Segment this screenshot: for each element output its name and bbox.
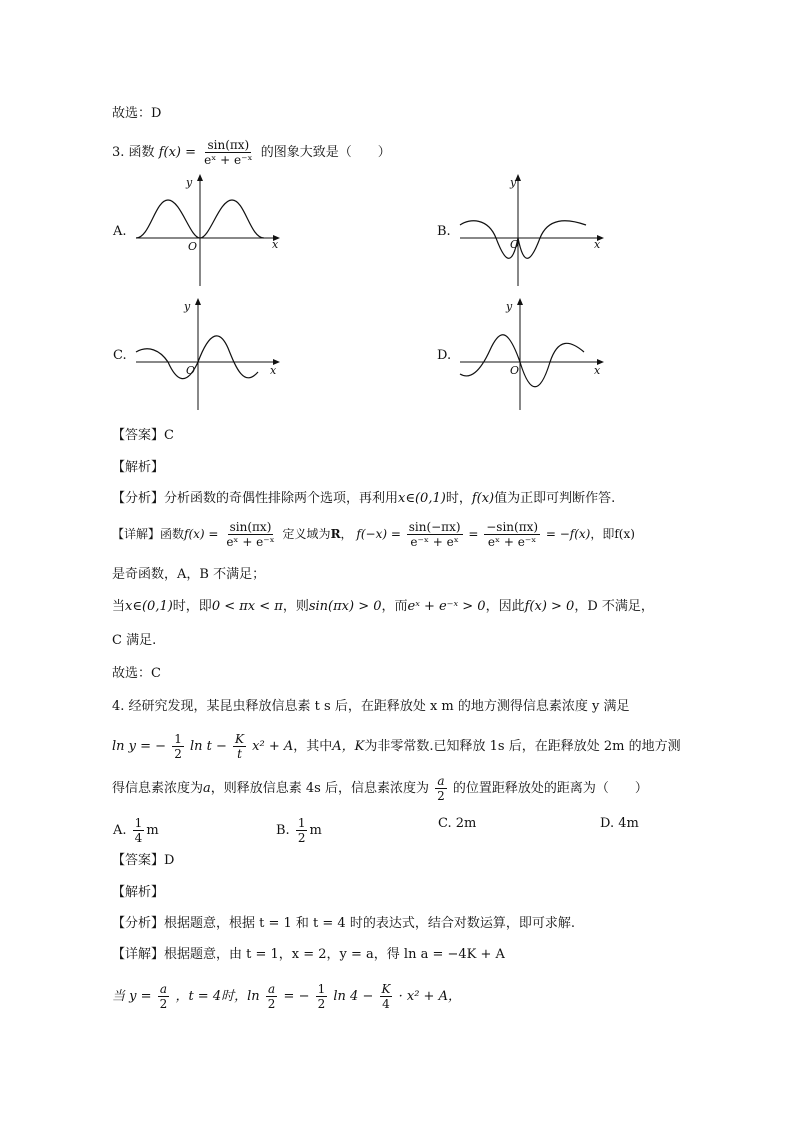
q3-detail-line4: C 满足. [112,633,157,648]
q2-conclusion: 故选：D [112,106,162,121]
graph-b-axes [460,174,604,286]
q3-conclusion: 故选：C [112,666,161,681]
q3-answer: 【答案】C [112,428,174,443]
q3-detail-line1: 【详解】函数f(x) = $\frac{\sin(\pi x)}{\text{eˣ + e⁻ˣ}}$ 定义域为R， f(−x) = $\frac{\sin(-\pi x)}{\text{e⁻ˣ + eˣ}}$ = $\frac{-\sin(\pi x)}{\text{eˣ + e⁻ˣ}}$ = −f(x)，即f(x) [112,520,635,549]
q4-stem-line1: 4. 经研究发现，某昆虫释放信息素 t s 后，在距释放处 x m 的地方测得信息素浓度 y 满足 [112,699,630,714]
graph-d-axes [460,298,604,410]
q3-option-d-label: D. [437,348,452,363]
q4-analysis-label: 【解析】 [112,885,165,900]
graph-a-axes [136,174,280,286]
q3-fraction: $\frac{\sin(\pi x)}{\text{eˣ + e⁻ˣ}}$ [204,138,253,167]
q4-option-a: A. $\frac{1}{4}$ m [113,816,159,845]
q4-detail-line1: 【详解】根据题意，由 t = 1，x = 2，y = a，得 ln a = −4K + A [112,947,505,962]
q4-detail-line2: 当 y = $\frac{a}{2}$ ，t = 4时，ln $\frac{a}{2}$ = − $\frac{1}{2}$ ln 4 − $\frac{K}{4}$ · x² + A， [112,982,461,1011]
q3-option-c-label: C. [113,348,127,363]
graph-b-x-label: x [594,238,601,251]
graph-b-origin: O [510,238,520,251]
q3-detail-line3: 当x∈(0,1)时，即0 < πx < π，则sin(πx) > 0，而eˣ + e⁻ˣ > 0，因此f(x) > 0，D 不满足， [112,599,654,614]
q4-option-b: B. $\frac{1}{2}$ m [276,816,322,845]
graph-c-origin: O [186,364,196,377]
graph-d-origin: O [510,364,520,377]
graph-d-y-label: y [506,300,513,313]
q4-option-d: D. 4m [600,816,639,831]
graph-a-x-label: x [272,238,279,251]
q4-stem-line3: 得信息素浓度为a，则释放信息素 4s 后，信息素浓度为 $\frac{a}{2}$ 的位置距释放处的距离为（ ） [112,774,648,803]
graph-c-axes [136,298,280,410]
q4-fenxi: 【分析】根据题意，根据 t = 1 和 t = 4 时的表达式，结合对数运算，即可求解. [112,916,575,931]
q3-detail-line2: 是奇函数，A，B 不满足； [112,567,266,582]
graph-a-y-label: y [186,176,193,189]
graph-b-y-label: y [510,176,517,189]
graph-d-x-label: x [594,364,601,377]
q3-analysis-label: 【解析】 [112,460,165,475]
graph-b-curve [460,221,586,259]
graph-a-origin: O [188,240,198,253]
q4-option-c: C. 2m [438,816,477,831]
q3-option-a-label: A. [113,224,127,239]
q3-stem: 3. 函数 f(x) = $\frac{\sin(\pi x)}{\text{eˣ + e⁻ˣ}}$ 的图象大致是（ ） [112,138,391,167]
graph-d-curve [460,335,584,387]
graph-c-x-label: x [270,364,277,377]
q3-option-b-label: B. [437,224,451,239]
graph-c-curve [136,336,258,379]
q4-stem-line2: ln y = − $\frac{1}{2}$ ln t − $\frac{K}{t}$ x² + A，其中A，K为非零常数.已知释放 1s 后，在距释放处 2m 的地方测 [112,732,681,761]
q4-answer: 【答案】D [112,853,175,868]
q3-fenxi: 【分析】分析函数的奇偶性排除两个选项，再利用x∈(0,1)时，f(x)值为正即可判断作答. [112,491,616,506]
graph-c-y-label: y [184,300,191,313]
